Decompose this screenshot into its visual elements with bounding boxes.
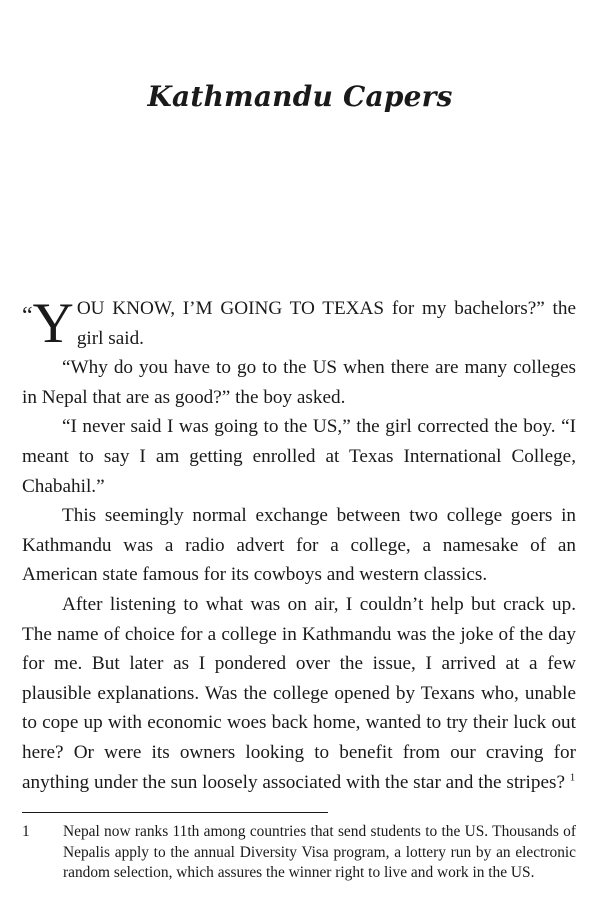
paragraph-4: This seemingly normal exchange between two college goers in Kathmandu was a radio advert for a college, a namesake of an American state famous for its cowboys and western classics.: [22, 505, 576, 586]
footnote: [22, 822, 576, 884]
paragraph-5-text: After listening to what was on air, I couldn’t help but crack up. The name of choice for a college in Kathmandu was the joke of the day for me. But later as I pondered over the issue, I arrived at a few plausible explanations. Was the college opened by Texans who, unable to cope up with economic woes back home, wanted to try their luck out here? Or were its owners looking to benefit from our craving for anything under the sun loosely associated with the star and the stripes?: [22, 593, 576, 793]
footnote-number: 1: [22, 823, 30, 840]
paragraph-3: “I never said I was going to the US,” the girl corrected the boy. “I meant to say I am getting enrolled at Texas International College, Chabahil.”: [22, 416, 576, 497]
lead-in-smallcaps: OU KNOW, I’M GOING TO TEXAS: [76, 298, 385, 319]
chapter-body: [22, 294, 576, 797]
footnote-text: Nepal now ranks 11th among countries that send students to the US. Thousands of Nepalis apply to the annual Diversity Visa program, a lottery run by an electronic random selection, which assures the winner right to live and work in the US.: [63, 823, 576, 882]
paragraph-1: [22, 294, 576, 353]
drop-cap-open-quote: “: [22, 303, 33, 329]
paragraph-5: [22, 590, 576, 797]
footnote-reference: 1: [569, 771, 576, 784]
chapter-title: Kathmandu Capers: [147, 80, 453, 113]
drop-cap: [22, 292, 74, 355]
paragraph-1-rest: for my bachelors?” the girl said.: [76, 298, 576, 349]
drop-cap-letter: Y: [32, 292, 74, 355]
footnote-rule: [22, 812, 328, 813]
paragraph-2: “Why do you have to go to the US when there are many colleges in Nepal that are as good?” the boy asked.: [22, 357, 576, 408]
